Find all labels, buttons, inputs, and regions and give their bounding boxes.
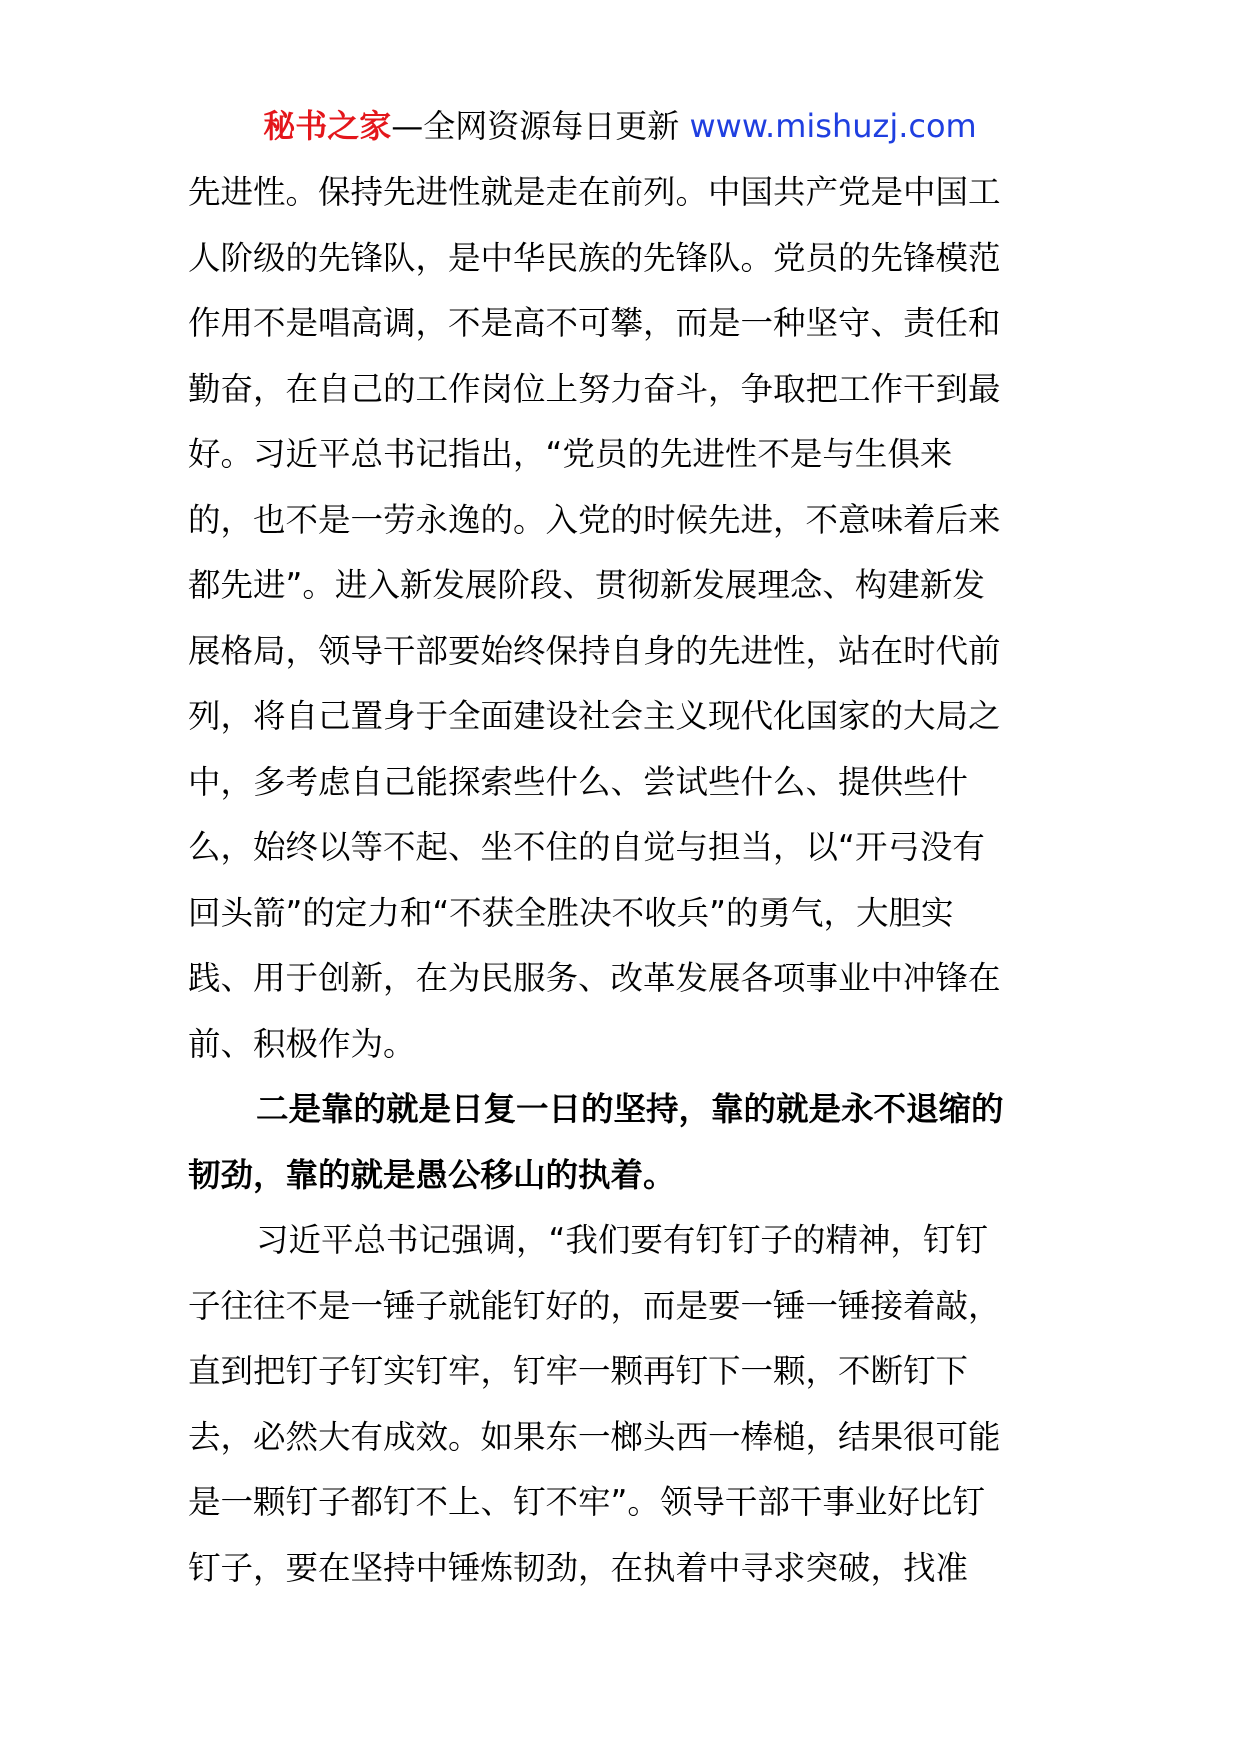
text-line: 的，也不是一劳永逸的。入党的时候先进，不意味着后来 [188,500,1001,539]
brand-name: 秘书之家 [263,107,392,145]
text-line: 列，将自己置身于全面建设社会主义现代化国家的大局之 [188,697,1001,735]
text-line: 作用不是唱高调，不是高不可攀，而是一种坚守、责任和 [188,304,1001,342]
document-body [188,160,1054,1601]
text-line: 是一颗钉子都钉不上、钉不牢”。领导干部干事业好比钉 [188,1483,985,1521]
text-line: 去，必然大有成效。如果东一榔头西一棒槌，结果很可能 [188,1417,1001,1456]
text-line: 践、用于创新，在为民服务、改革发展各项事业中冲锋在 [188,959,1001,997]
text-line: 中，多考虑自己能探索些什么、尝试些什么、提供些什 [188,762,969,801]
text-line: 都先进”。进入新发展阶段、贯彻新发展理念、构建新发 [188,566,985,604]
section-heading-line: 二是靠的就是日复一日的坚持，靠的就是永不退缩的 [256,1090,1004,1128]
text-line: 习近平总书记强调，“我们要有钉钉子的精神，钉钉 [256,1221,988,1259]
text-line: 钉子，要在坚持中锤炼韧劲，在执着中寻求突破，找准 [188,1548,969,1587]
text-line: 展格局，领导干部要始终保持自身的先进性，站在时代前 [188,631,1001,670]
text-line: 好。习近平总书记指出，“党员的先进性不是与生俱来 [188,435,953,473]
text-line: 直到把钉子钉实钉牢，钉牢一颗再钉下一颗，不断钉下 [188,1352,969,1390]
header-slogan: —全网资源每日更新 [391,107,690,145]
header-url[interactable]: www.mishuzj.com [689,107,977,145]
text-line: 前、积极作为。 [188,1024,416,1063]
text-line: 先进性。保持先进性就是走在前列。中国共产党是中国工 [188,173,1001,211]
text-line: 么，始终以等不起、坐不住的自觉与担当，以“开弓没有 [188,828,985,866]
text-line: 人阶级的先锋队，是中华民族的先锋队。党员的先锋模范 [188,238,1001,277]
page-header [0,104,1240,148]
section-heading-line: 韧劲，靠的就是愚公移山的执着。 [188,1155,676,1194]
text-line: 子往往不是一锤子就能钉好的，而是要一锤一锤接着敲， [188,1286,1001,1325]
text-line: 勤奋，在自己的工作岗位上努力奋斗，争取把工作干到最 [188,369,1001,408]
text-line: 回头箭”的定力和“不获全胜决不收兵”的勇气，大胆实 [188,893,954,932]
